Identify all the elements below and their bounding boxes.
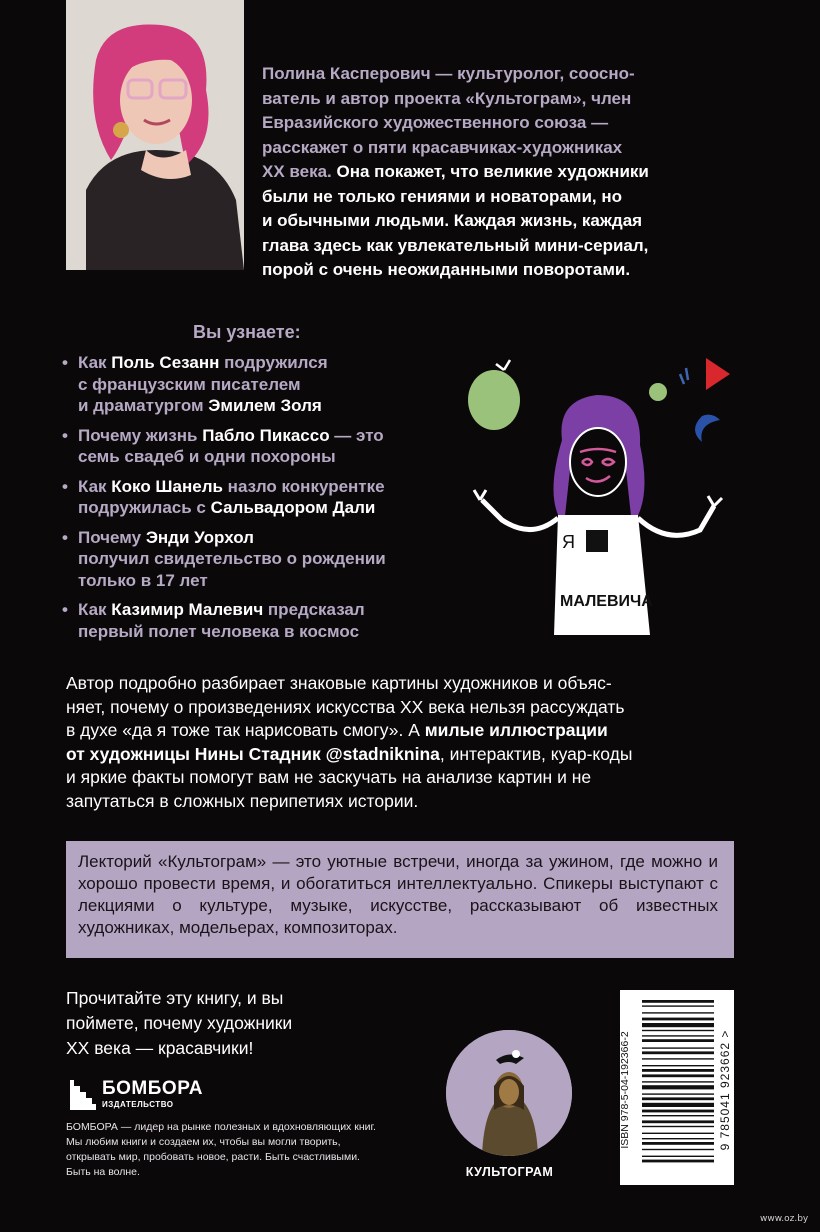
publisher-logo-sub: ИЗДАТЕЛЬСТВО (102, 1100, 174, 1109)
bio-line: и обычными людьми. Каждая жизнь, каждая (262, 211, 643, 230)
bio-line: порой с очень неожиданными поворотами. (262, 260, 631, 279)
publisher-info: БОМБОРА — лидер на рынке полезных и вдохновляющих книг. Мы любим книги и создаем их, чтобы вы могли творить, открывать мир, пробовать новое, расти. Быть счастливыми. Быть на волне. (66, 1121, 376, 1178)
bio-line: были не только гениями и новаторами, но (262, 186, 623, 206)
item-name: Коко Шанель (111, 476, 223, 496)
item-text: Почему (78, 527, 146, 547)
item-text: Почему жизнь (78, 425, 203, 445)
bombora-logo-icon (66, 1076, 100, 1112)
item-name: Энди Уорхол (145, 527, 254, 547)
cta-line: XX века — красавчики! (66, 1038, 254, 1058)
desc-line: няет, почему о произведениях искусства XX века нельзя рассуждать (66, 696, 625, 717)
item-text: назло конкурентке (222, 476, 385, 496)
barcode-bar (642, 1142, 714, 1145)
item-text: с французским писателем (78, 374, 301, 394)
barcode-bar (642, 1018, 714, 1021)
barcode-bar (642, 1000, 714, 1003)
shirt-text-bottom: МАЛЕВИЧА (560, 593, 653, 610)
item-name: Эмилем Золя (208, 396, 322, 415)
cta-line: поймете, почему художники (66, 1013, 293, 1033)
item-name: Пабло Пикассо (202, 425, 330, 445)
desc-line: и яркие факты помогут вам не заскучать на анализе картин и не (66, 767, 592, 787)
author-bio (262, 62, 732, 283)
item-text: первый полет человека в космос (78, 621, 360, 641)
kultogram-emblem (446, 1030, 572, 1156)
learn-heading: Вы узнаете: (193, 322, 301, 342)
barcode-bar (642, 1005, 714, 1006)
barcode-bar (642, 1081, 714, 1082)
publisher-logo: БОМБОРА (102, 1078, 203, 1099)
barcode-bar (642, 1030, 714, 1031)
isbn-wrap (616, 1000, 634, 1180)
item-text: семь свадеб и одни похороны (78, 447, 336, 466)
desc-line (66, 719, 756, 743)
bio-line: ватель и автор проекта «Культограм», член (262, 88, 632, 108)
item-text: предсказал (263, 600, 365, 619)
barcode-digits-wrap (716, 1000, 734, 1180)
barcode-bar (642, 1012, 714, 1013)
list-item (62, 527, 482, 592)
bio-line (262, 160, 732, 185)
barcode-bar (642, 1110, 714, 1113)
item-text: Как (78, 476, 112, 496)
cta-line: Прочитайте эту книгу, и вы (66, 988, 284, 1008)
barcode-bar (642, 1156, 714, 1157)
barcode-bar (642, 1023, 714, 1027)
list-item (62, 599, 482, 642)
item-name: Поль Сезанн (111, 353, 220, 372)
barcode-bar (642, 1138, 714, 1139)
bio-line: глава здесь как увлекательный мини-сериал, (262, 235, 649, 255)
barcode-bar (642, 1039, 714, 1042)
lectory-box: Лекторий «Культограм» — это уютные встречи, иногда за ужином, где можно и хорошо провести время, и обогатиться интеллектуально. Спикеры выступают с лекциями о культуре, музыке, искусстве, рассказывают об известных художниках, модельерах, композиторах. (66, 841, 734, 958)
item-text: — это (329, 425, 384, 445)
isbn-text: ISBN 978-5-04-192366-2 (619, 1031, 631, 1149)
list-item (62, 425, 482, 468)
desc-bold: милые иллюстрации (424, 720, 608, 740)
barcode-bar (642, 1160, 714, 1163)
call-to-action (66, 986, 366, 1061)
barcode-bar (642, 1115, 714, 1116)
bio-line: Евразийского художественного союза — (262, 113, 609, 132)
barcode-bar (642, 1120, 714, 1123)
barcode-bar (642, 1133, 714, 1134)
item-text: и драматургом (78, 396, 209, 415)
barcode-bar (642, 1047, 714, 1048)
item-name: Казимир Малевич (111, 600, 264, 619)
desc-text: в духе «да я тоже так нарисовать смогу». А (66, 720, 425, 740)
desc-bold: от художницы Нины Стадник @stadniknina (66, 743, 440, 764)
watermark: www.oz.by (760, 1214, 809, 1224)
item-text: Как (78, 600, 112, 619)
shirt-text-top: Я (562, 532, 575, 552)
item-text: Как (78, 353, 112, 372)
barcode-bar (642, 1035, 714, 1036)
barcode-bar (642, 1058, 714, 1059)
barcode-bar (642, 1093, 714, 1094)
list-item (62, 476, 482, 519)
barcode-bar (642, 1149, 714, 1150)
barcode-bar (642, 1085, 714, 1089)
bio-text: XX века. (262, 162, 332, 181)
desc-text: , интерактив, куар-коды (439, 743, 633, 764)
item-text: подружился (219, 353, 328, 372)
barcode-bar (642, 1074, 714, 1077)
desc-line (66, 743, 756, 767)
desc-line: Автор подробно разбирает знаковые картины художников и объяс- (66, 673, 612, 693)
barcode-bar (642, 1069, 714, 1072)
barcode-bar (642, 1103, 714, 1107)
brand-label: КУЛЬТОГРАМ (465, 1165, 554, 1179)
author-photo (66, 0, 244, 270)
list-item (62, 352, 482, 417)
item-text: получил свидетельство о рождении (78, 549, 386, 568)
barcode-bar (642, 1051, 714, 1054)
desc-line: запутаться в сложных перипетиях истории. (66, 790, 419, 811)
barcode-bar (642, 1097, 714, 1100)
bio-text: Она покажет, что великие художники (331, 162, 649, 181)
learn-list (62, 352, 482, 650)
girl-illustration (462, 350, 732, 640)
item-text: только в 17 лет (78, 570, 208, 590)
barcode-bar (642, 1065, 714, 1066)
item-text: подружилась с (78, 498, 211, 517)
barcode-digits: 9 785041 923662 > (718, 1029, 732, 1151)
barcode-bar (642, 1126, 714, 1127)
book-description (66, 672, 756, 813)
item-name: Сальвадором Дали (210, 498, 376, 517)
bio-line: Полина Касперович — культуролог, соосно- (262, 64, 635, 83)
bio-line: расскажет о пяти красавчиках-художниках (262, 137, 623, 157)
